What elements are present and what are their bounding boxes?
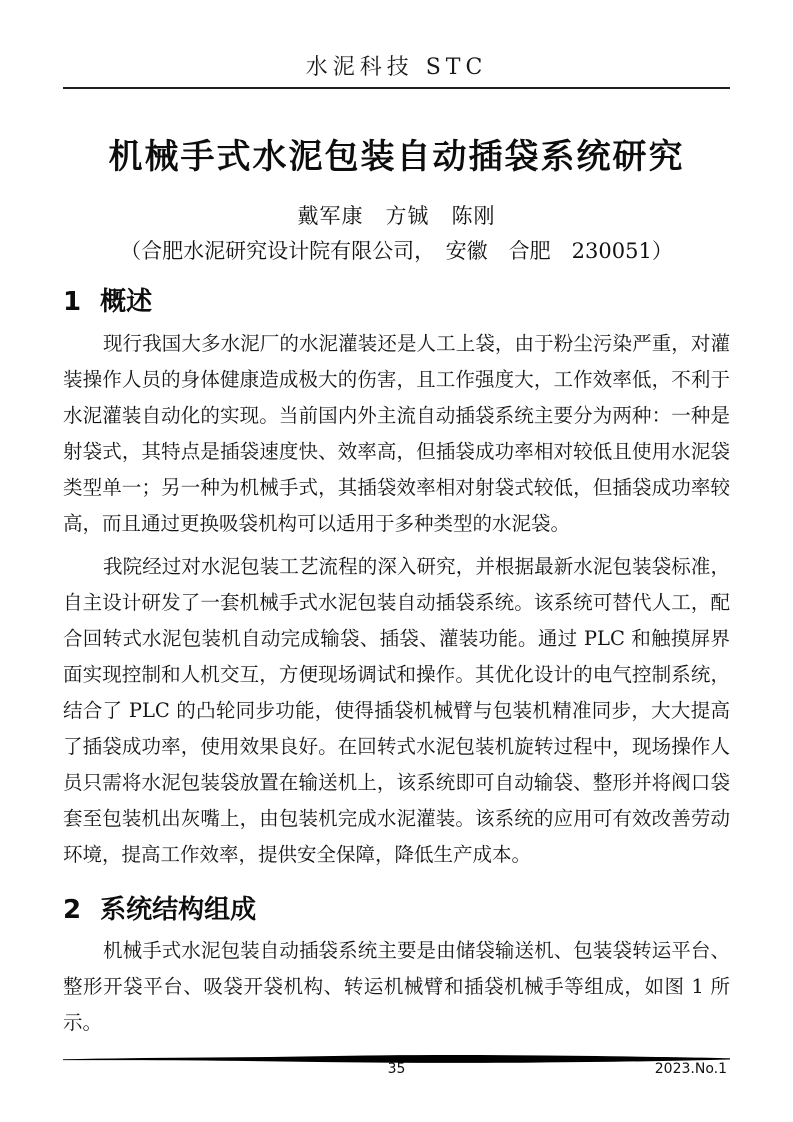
article-title: 机械手式水泥包装自动插袋系统研究 <box>108 137 685 177</box>
affiliation-line: （合肥水泥研究设计院有限公司， 安徽 合肥 230051） <box>120 239 673 263</box>
footer-meta <box>63 1061 730 1079</box>
page-number: 35 <box>387 1061 406 1077</box>
section-2-number: 2 <box>63 894 82 925</box>
issue-label: 2023.No.1 <box>654 1061 727 1077</box>
section-1-paragraph-1: 现行我国大多水泥厂的水泥灌装还是人工上袋，由于粉尘污染严重，对灌装操作人员的身体健康造成极大的伤害，且工作强度大，工作效率低，不利于水泥灌装自动化的实现。当前国内外主流自动插袋系统主要分为两种：一种是射袋式，其特点是插袋速度快、效率高，但插袋成功率相对较低且使用水泥袋类型单一；另一种为机械手式，其插袋效率相对射袋式较低，但插袋成功率较高，而且通过更换吸袋机构可以适用于多种类型的水泥袋。 <box>63 331 730 535</box>
section-1-paragraph-2: 我院经过对水泥包装工艺流程的深入研究，并根据最新水泥包装袋标准，自主设计研发了一套机械手式水泥包装自动插袋系统。该系统可替代人工，配合回转式水泥包装机自动完成输袋、插袋、灌装功能。通过 PLC 和触摸屏界面实现控制和人机交互，方便现场调试和操作。其优化设计的电气控制系统，结合了 PLC 的凸轮同步功能，使得插袋机械臂与包装机精准同步，大大提高了插袋成功率，使用效果良好。在回转式水泥包装机旋转过程中，现场操作人员只需将水泥包装袋放置在输送机上，该系统即可自动输袋、整形并将阀口袋套至包装机出灰嘴上，由包装机完成水泥灌装。该系统的应用可有效改善劳动环境，提高工作效率，提供安全保障，降低生产成本。 <box>63 554 730 866</box>
section-heading-2 <box>63 894 730 927</box>
section-heading-1 <box>63 286 730 319</box>
journal-header: 水泥科技 STC <box>305 55 488 80</box>
section-1-number: 1 <box>63 287 82 317</box>
header-rule <box>63 87 730 89</box>
authors-line: 戴军康 方铖 陈刚 <box>297 204 496 228</box>
section-2-title: 系统结构组成 <box>100 894 257 925</box>
section-1-title: 概述 <box>100 287 153 317</box>
section-2-paragraph-1: 机械手式水泥包装自动插袋系统主要是由储袋输送机、包装袋转运平台、整形开袋平台、吸袋开袋机构、转运机械臂和插袋机械手等组成，如图 1 所示。 <box>63 939 730 1034</box>
